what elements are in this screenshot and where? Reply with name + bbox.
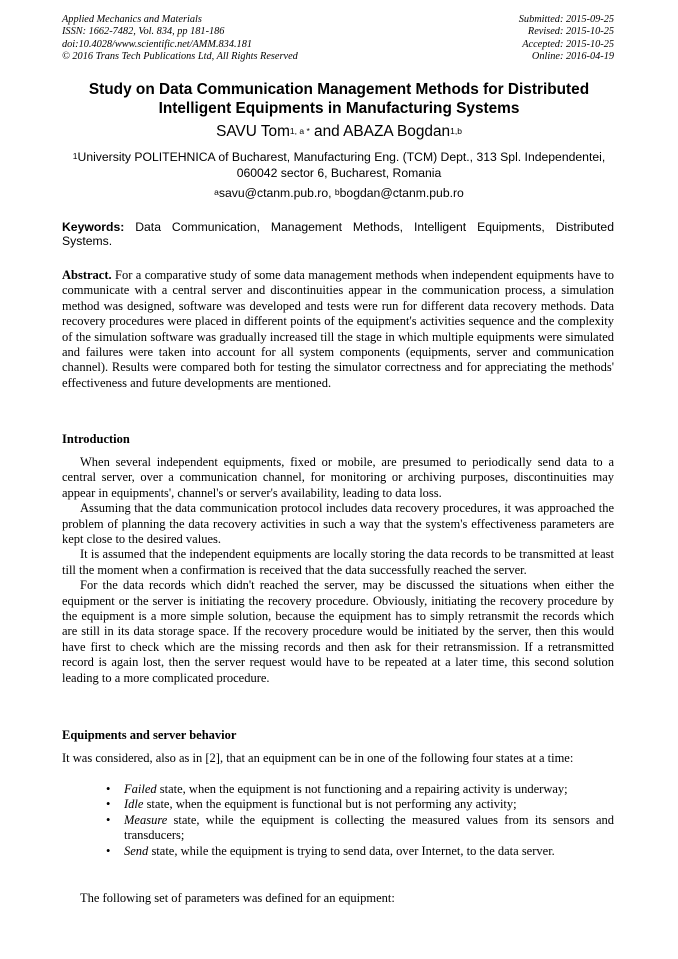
submission-dates: [374, 14, 614, 64]
equipments-intro-text: It was considered, also as in [2], that an equipment can be in one of the following four states at a time:: [62, 751, 574, 765]
affiliation: [62, 150, 616, 181]
equipment-states-list: [106, 782, 614, 859]
state-description: state, when the equipment is not functioning and a repairing activity is underway;: [156, 782, 568, 796]
author-2-name: ABAZA Bogdan: [343, 123, 451, 140]
parameters-intro: The following set of parameters was defined for an equipment:: [80, 891, 395, 905]
doi-line: doi:10.4028/www.scientific.net/AMM.834.181: [62, 38, 252, 50]
email-a[interactable]: savu@ctanm.pub.ro: [218, 186, 329, 200]
equipments-heading: Equipments and server behavior: [62, 728, 237, 742]
accepted-date: Accepted: 2015-10-25: [522, 38, 614, 50]
title-line-2: Intelligent Equipments in Manufacturing Systems: [158, 100, 520, 117]
equipments-intro: [62, 751, 614, 766]
list-item: [106, 813, 614, 844]
affiliation-mark: 1: [72, 151, 78, 161]
abstract: [62, 268, 614, 391]
bullet-icon: •: [106, 782, 111, 796]
email-addresses: [62, 186, 616, 201]
intro-paragraph: Assuming that the data communication protocol includes data recovery procedures, it was approached the problem of planning the data recovery activities in such a way that the system's effectiveness parameters are kept close to the desired values.: [62, 501, 614, 547]
bullet-icon: •: [106, 812, 111, 827]
introduction-body: [62, 455, 614, 686]
author-list: [40, 122, 638, 142]
keywords-label: Keywords:: [62, 220, 125, 234]
author-conjunction: and: [309, 123, 344, 140]
revised-date: Revised: 2015-10-25: [527, 26, 614, 38]
email-b-mark: b: [334, 187, 340, 197]
copyright-line: © 2016 Trans Tech Publications Ltd, All Rights Reserved: [62, 51, 298, 63]
keywords-text: Data Communication, Management Methods, Intelligent Equipments, Distributed Systems.: [62, 220, 614, 248]
online-date: Online: 2016-04-19: [531, 51, 614, 63]
email-separator: ,: [328, 186, 335, 200]
state-name: Idle: [124, 797, 144, 812]
bullet-icon: •: [106, 843, 111, 858]
author-2-affiliation-mark: 1,b: [450, 126, 462, 136]
list-item: [106, 797, 614, 812]
bullet-icon: •: [106, 797, 111, 812]
state-description: state, while the equipment is trying to send data, over Internet, to the data server.: [148, 843, 555, 858]
journal-info: [62, 14, 402, 64]
state-name: Measure: [124, 812, 168, 827]
affiliation-line-1: University POLITEHNICA of Bucharest, Manufacturing Eng. (TCM) Dept., 313 Spl. Independentei,: [77, 150, 606, 164]
journal-name: Applied Mechanics and Materials: [62, 14, 202, 25]
paper-title: [40, 80, 638, 118]
state-description: state, while the equipment is collecting the measured values from its sensors and transducers;: [124, 812, 614, 843]
abstract-text: For a comparative study of some data management methods when independent equipments have to communicate with a central server and discontinuities appear in the communication process, a simulation method was designed, software was developed and tests were run for different data recovery methods. Data recovery procedures were placed in different points of the equipment's activities sequence and the complexity of the simulation software was gradually increased till the stage in which multiple equipments were simulated and failures were taken into account for all system components (equipments, server and communication channel). Results were compared both for testing the simulator correctness and for appreciating the methods' effectiveness and future developments are mentioned.: [62, 268, 614, 390]
affiliation-line-2: 060042 sector 6, Bucharest, Romania: [236, 165, 442, 180]
author-1-name: SAVU Tom: [216, 123, 290, 140]
intro-paragraph: It is assumed that the independent equipments are locally storing the data records to be transmitted at least till the moment when a confirmation is received that the data successfully reached the server.: [62, 547, 614, 577]
state-name: Failed: [124, 782, 157, 796]
state-description: state, when the equipment is functional but is not performing any activity;: [143, 797, 517, 812]
email-a-mark: a: [214, 187, 219, 197]
intro-paragraph: For the data records which didn't reached the server, may be discussed the situations when either the equipment or the server is initiating the recovery procedure. Obviously, initiating the recovery procedure by the equipment is a more simple solution, because the equipment has to simply retransmit the records which are still in its data storage space. If the recovery procedure would be initiated by the server, then this would have first to check which are the missing records and then ask for their retransmission. If a retransmitted record is again lost, then the server request would have to be repeated at a later time, this second solution leading to a more complicated procedure.: [62, 578, 614, 685]
title-line-1: Study on Data Communication Management Methods for Distributed: [88, 81, 590, 98]
list-item: [106, 782, 614, 797]
email-b[interactable]: bogdan@ctanm.pub.ro: [339, 186, 464, 200]
keywords: [62, 220, 614, 248]
submitted-date: Submitted: 2015-09-25: [518, 14, 614, 25]
abstract-label: Abstract.: [62, 268, 112, 282]
introduction-heading: Introduction: [62, 432, 130, 446]
state-name: Send: [124, 843, 149, 858]
list-item: [106, 844, 614, 859]
issn-line: ISSN: 1662-7482, Vol. 834, pp 181-186: [62, 26, 225, 38]
author-1-affiliation-mark: 1, a *: [289, 126, 310, 136]
intro-paragraph: When several independent equipments, fixed or mobile, are presumed to periodically send data to a central server, over a communication channel, for monitoring or archiving purposes, discontinuities may appear in equipments', channel's or server's availability, leading to data loss.: [62, 455, 614, 500]
